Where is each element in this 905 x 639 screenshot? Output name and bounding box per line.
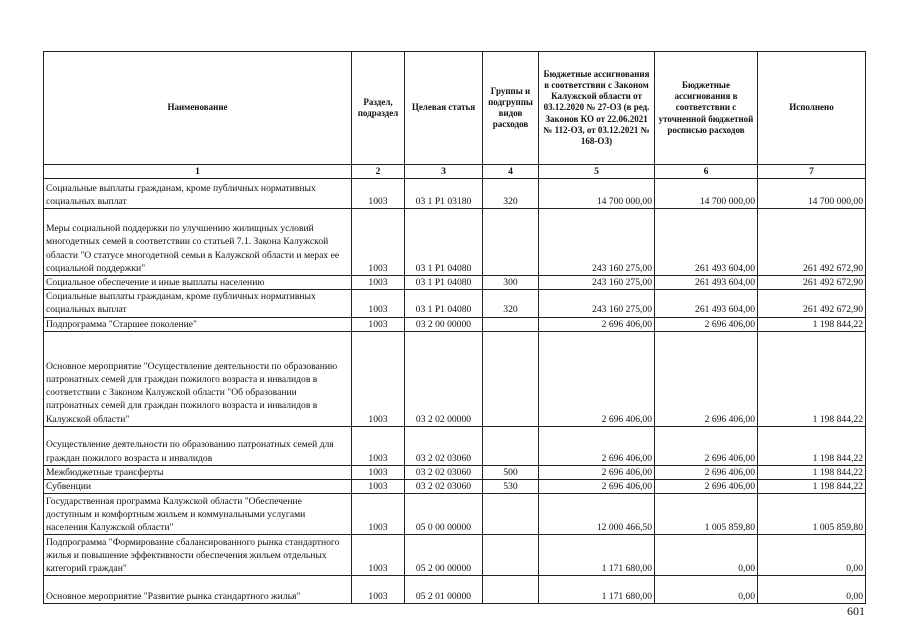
table-row (44, 494, 866, 535)
row-name: Подпрограмма "Старшее поколение" (44, 317, 352, 331)
row-name: Основное мероприятие "Осуществление деятельности по образованию патронатных семей для граждан пожилого возраста и инвалидов в соответствии с Законом Калужской области "Об образовании патронатных семей для граждан пожилого возраста и инвалидов в Калужской области" (44, 331, 352, 426)
column-number: 4 (483, 165, 539, 179)
table-row (44, 317, 866, 331)
header-target-article: Целевая статья (405, 52, 483, 165)
row-group (483, 209, 539, 276)
row-group (483, 494, 539, 535)
row-group: 300 (483, 276, 539, 290)
page-number: 601 (847, 604, 865, 618)
table-row (44, 465, 866, 479)
budget-table (43, 51, 866, 604)
row-executed-amount: 1 198 844,22 (758, 331, 866, 426)
row-group: 320 (483, 179, 539, 209)
row-law-amount: 243 160 275,00 (539, 209, 655, 276)
row-section: 1003 (352, 317, 405, 331)
column-number: 7 (758, 165, 866, 179)
row-group (483, 317, 539, 331)
row-article: 03 1 P1 04080 (405, 290, 483, 317)
row-law-amount: 2 696 406,00 (539, 317, 655, 331)
row-section: 1003 (352, 426, 405, 465)
row-refined-amount: 0,00 (655, 576, 758, 604)
row-refined-amount: 1 005 859,80 (655, 494, 758, 535)
row-group (483, 535, 539, 576)
row-section: 1003 (352, 290, 405, 317)
row-executed-amount: 14 700 000,00 (758, 179, 866, 209)
row-section: 1003 (352, 331, 405, 426)
row-name: Социальное обеспечение и иные выплаты населению (44, 276, 352, 290)
row-refined-amount: 261 493 604,00 (655, 209, 758, 276)
row-article: 03 2 00 00000 (405, 317, 483, 331)
column-number: 6 (655, 165, 758, 179)
table-row (44, 179, 866, 209)
row-article: 03 1 P1 04080 (405, 276, 483, 290)
row-name: Межбюджетные трансферты (44, 465, 352, 479)
row-section: 1003 (352, 276, 405, 290)
row-article: 03 1 P1 04080 (405, 209, 483, 276)
row-refined-amount: 2 696 406,00 (655, 426, 758, 465)
row-law-amount: 2 696 406,00 (539, 331, 655, 426)
row-article: 05 2 01 00000 (405, 576, 483, 604)
header-name: Наименование (44, 52, 352, 165)
row-section: 1003 (352, 480, 405, 494)
header-section: Раздел, подраздел (352, 52, 405, 165)
row-article: 03 2 02 03060 (405, 465, 483, 479)
row-refined-amount: 261 493 604,00 (655, 276, 758, 290)
row-executed-amount: 0,00 (758, 576, 866, 604)
row-refined-amount: 2 696 406,00 (655, 480, 758, 494)
row-executed-amount: 261 492 672,90 (758, 290, 866, 317)
row-group (483, 426, 539, 465)
row-law-amount: 14 700 000,00 (539, 179, 655, 209)
row-executed-amount: 1 005 859,80 (758, 494, 866, 535)
row-law-amount: 1 171 680,00 (539, 576, 655, 604)
row-executed-amount: 261 492 672,90 (758, 209, 866, 276)
row-group (483, 576, 539, 604)
row-law-amount: 2 696 406,00 (539, 480, 655, 494)
row-name: Государственная программа Калужской области "Обеспечение доступным и комфортным жильем и коммунальными услугами населения Калужской области" (44, 494, 352, 535)
row-refined-amount: 14 700 000,00 (655, 179, 758, 209)
table-row (44, 535, 866, 576)
row-group: 320 (483, 290, 539, 317)
row-executed-amount: 0,00 (758, 535, 866, 576)
row-article: 05 0 00 00000 (405, 494, 483, 535)
row-article: 03 1 P1 03180 (405, 179, 483, 209)
row-law-amount: 1 171 680,00 (539, 535, 655, 576)
row-law-amount: 243 160 275,00 (539, 290, 655, 317)
header-refined-allocations: Бюджетные ассигнования в соответствии с уточненной бюджетной росписью расходов (655, 52, 758, 165)
row-name: Основное мероприятие "Развитие рынка стандартного жилья" (44, 576, 352, 604)
row-refined-amount: 0,00 (655, 535, 758, 576)
row-section: 1003 (352, 576, 405, 604)
row-refined-amount: 2 696 406,00 (655, 331, 758, 426)
row-refined-amount: 2 696 406,00 (655, 317, 758, 331)
row-name: Социальные выплаты гражданам, кроме публичных нормативных социальных выплат (44, 290, 352, 317)
table-row (44, 276, 866, 290)
table-row (44, 480, 866, 494)
header-executed: Исполнено (758, 52, 866, 165)
column-number: 1 (44, 165, 352, 179)
header-law-allocations: Бюджетные ассигнования в соответствии с Законом Калужской области от 03.12.2020 № 27-ОЗ (в ред. Законов КО от 22.06.2021 № 112-ОЗ, от 03.12.2021 № 168-ОЗ) (539, 52, 655, 165)
row-article: 03 2 02 03060 (405, 426, 483, 465)
row-law-amount: 243 160 275,00 (539, 276, 655, 290)
column-number: 2 (352, 165, 405, 179)
row-law-amount: 2 696 406,00 (539, 426, 655, 465)
column-number: 5 (539, 165, 655, 179)
table-row (44, 426, 866, 465)
column-number-row (44, 165, 866, 179)
row-section: 1003 (352, 535, 405, 576)
row-group: 500 (483, 465, 539, 479)
row-law-amount: 2 696 406,00 (539, 465, 655, 479)
column-number: 3 (405, 165, 483, 179)
row-article: 03 2 02 03060 (405, 480, 483, 494)
row-name: Меры социальной поддержки по улучшению жилищных условий многодетных семей в соответствии со статьей 7.1. Закона Калужской области "О статусе многодетной семьи в Калужской области и мерах ее социальной поддержки" (44, 209, 352, 276)
row-refined-amount: 261 493 604,00 (655, 290, 758, 317)
table-header-row (44, 52, 866, 165)
row-executed-amount: 1 198 844,22 (758, 480, 866, 494)
row-executed-amount: 261 492 672,90 (758, 276, 866, 290)
row-executed-amount: 1 198 844,22 (758, 465, 866, 479)
row-name: Осуществление деятельности по образованию патронатных семей для граждан пожилого возраста и инвалидов (44, 426, 352, 465)
row-article: 03 2 02 00000 (405, 331, 483, 426)
table-row (44, 209, 866, 276)
row-section: 1003 (352, 209, 405, 276)
row-group: 530 (483, 480, 539, 494)
table-row (44, 331, 866, 426)
table-row (44, 576, 866, 604)
row-name: Подпрограмма "Формирование сбалансированного рынка стандартного жилья и повышение эффективности обеспечения жильем отдельных категорий граждан" (44, 535, 352, 576)
row-refined-amount: 2 696 406,00 (655, 465, 758, 479)
row-section: 1003 (352, 494, 405, 535)
row-law-amount: 12 000 466,50 (539, 494, 655, 535)
row-section: 1003 (352, 465, 405, 479)
row-article: 05 2 00 00000 (405, 535, 483, 576)
row-section: 1003 (352, 179, 405, 209)
row-executed-amount: 1 198 844,22 (758, 426, 866, 465)
header-expense-groups: Группы и подгруппы видов расходов (483, 52, 539, 165)
row-name: Субвенции (44, 480, 352, 494)
row-executed-amount: 1 198 844,22 (758, 317, 866, 331)
row-group (483, 331, 539, 426)
table-row (44, 290, 866, 317)
row-name: Социальные выплаты гражданам, кроме публичных нормативных социальных выплат (44, 179, 352, 209)
